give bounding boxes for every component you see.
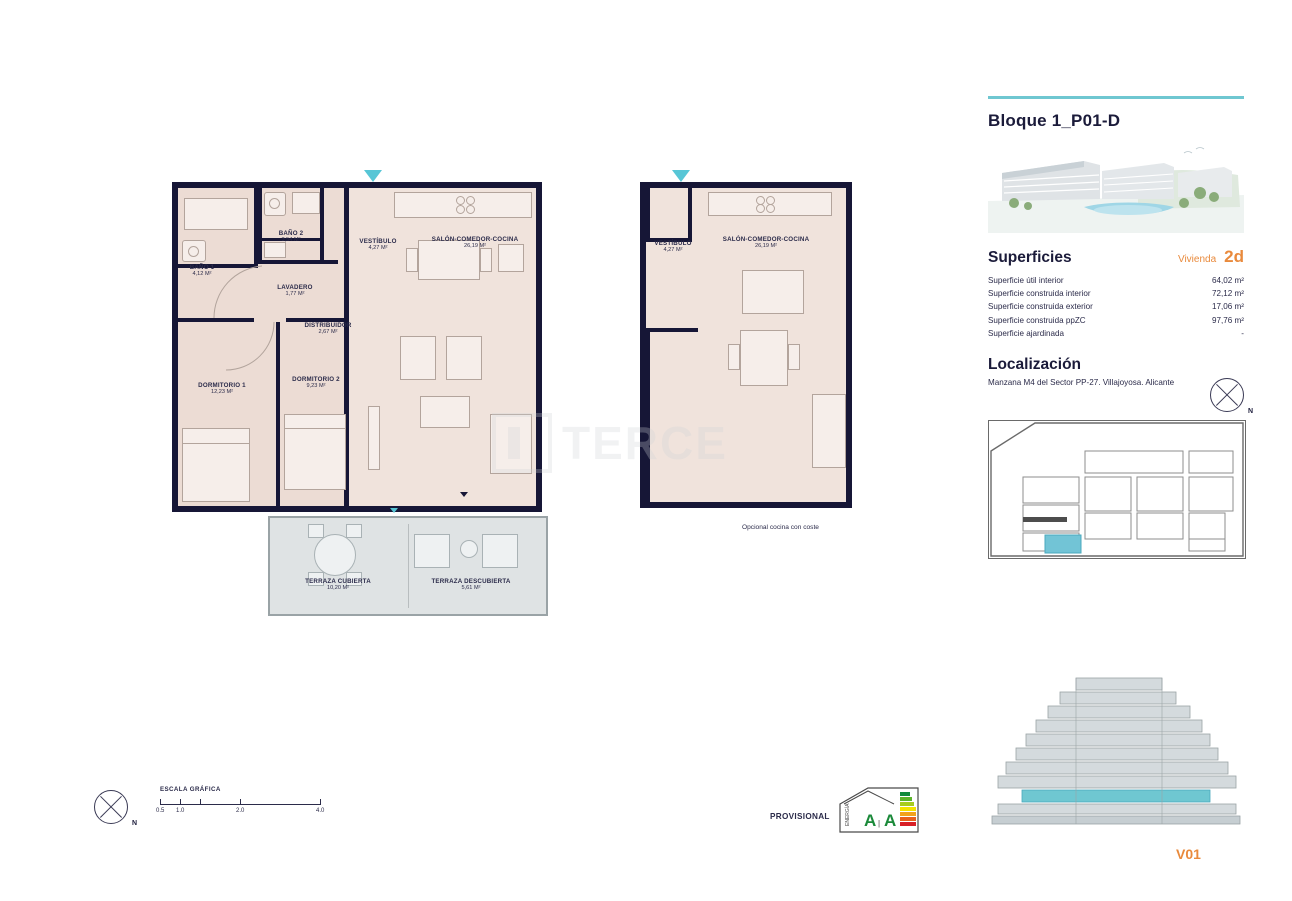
scale-label-1: 1.0 xyxy=(176,808,185,814)
bath2-basin-icon xyxy=(269,198,280,209)
room-label-terraza-cubierta: TERRAZA CUBIERTA 10,20 M² xyxy=(305,578,371,592)
energy-certificate xyxy=(770,786,920,834)
surface-label: Superficie útil interior xyxy=(988,276,1064,286)
terrace-side-table xyxy=(460,540,478,558)
armchair-1-furniture xyxy=(400,336,436,380)
terrace-lounge-1 xyxy=(414,534,450,568)
laundry-machine-furniture xyxy=(264,242,286,258)
surfaces-table xyxy=(988,274,1244,340)
armchair-2-furniture xyxy=(446,336,482,380)
wall-bath2-left xyxy=(258,188,262,264)
scale-label-2: 2.0 xyxy=(236,808,245,814)
svg-text:ENERGÍA: ENERGÍA xyxy=(845,803,851,826)
kitchen-burner-4-icon xyxy=(466,205,475,214)
plan-b-wall-bottom xyxy=(640,502,852,508)
bedroom1-headboard xyxy=(182,428,250,444)
building-render-image xyxy=(988,137,1244,233)
table-row xyxy=(988,300,1244,313)
wall-top xyxy=(172,182,542,188)
terrace-chair-2 xyxy=(346,524,362,538)
location-address: Manzana M4 del Sector PP-27. Villajoyosa. Alicante xyxy=(988,377,1175,387)
wall-lavadero-bottom xyxy=(258,260,338,264)
bedroom2-wardrobe xyxy=(368,406,380,470)
room-label-lavadero: LAVADERO 1,77 M² xyxy=(277,284,313,298)
optional-kitchen-note: Opcional cocina con coste xyxy=(742,524,819,531)
bath1-basin-icon xyxy=(188,246,199,257)
dwelling-value: 2d xyxy=(1224,247,1244,266)
scale-tick-4 xyxy=(320,799,321,805)
surface-label: Superficie construida exterior xyxy=(988,302,1093,312)
room-label-distribuidor: DISTRIBUIDOR 2,67 M² xyxy=(304,322,352,336)
surface-value: 64,02 m² xyxy=(1212,276,1244,286)
plan-a-marker-2 xyxy=(390,508,398,513)
plan-b-chair-left xyxy=(728,344,740,370)
site-plan xyxy=(988,420,1246,559)
plan-b-island-furniture xyxy=(742,270,804,314)
provisional-label: PROVISIONAL xyxy=(770,812,830,821)
building-elevation xyxy=(988,672,1244,832)
plan-b-burner-3-icon xyxy=(756,204,765,213)
room-label-vestibulo: VESTÍBULO 4,27 M² xyxy=(359,238,397,252)
surface-label: Superficie construida ppZC xyxy=(988,315,1086,325)
terrace-divider xyxy=(408,524,409,608)
scale-label-3: 4.0 xyxy=(316,808,325,814)
wall-between-bedrooms xyxy=(276,322,280,512)
surfaces-heading: Superficies xyxy=(988,249,1072,266)
room-label-dormitorio2: DORMITORIO 2 9,23 M² xyxy=(292,376,340,390)
wall-bottom xyxy=(172,506,542,512)
plan-b-wall-top xyxy=(640,182,852,188)
watermark-text: TERCE xyxy=(562,417,728,469)
table-row xyxy=(988,287,1244,300)
terrace-edge-bottom xyxy=(268,614,548,616)
terrace-chair-1 xyxy=(308,524,324,538)
graphic-scale xyxy=(86,780,346,840)
bedroom2-headboard xyxy=(284,414,346,429)
wall-lavadero-right xyxy=(320,188,324,264)
plan-b-entrance-arrow-icon xyxy=(672,170,690,182)
scale-label-0: 0.5 xyxy=(156,808,165,814)
surface-value: 97,76 m² xyxy=(1212,315,1244,325)
panel-top-rule xyxy=(988,96,1244,99)
coffee-table-furniture xyxy=(420,396,470,428)
plan-b-wall-vest2 xyxy=(688,188,692,238)
surface-label: Superficie ajardinada xyxy=(988,328,1065,338)
surfaces-header xyxy=(988,247,1244,267)
room-label-terraza-descubierta: TERRAZA DESCUBIERTA 5,61 M² xyxy=(431,578,511,592)
watermark-logo-icon xyxy=(492,413,552,473)
table-row xyxy=(988,274,1244,287)
terrace-round-table xyxy=(314,534,356,576)
table-row xyxy=(988,314,1244,327)
info-panel xyxy=(988,96,1253,559)
table-row xyxy=(988,327,1244,340)
dining-chair-left xyxy=(406,248,418,272)
page-title: Bloque 1_P01-D xyxy=(988,111,1121,130)
entrance-arrow-icon xyxy=(364,170,382,182)
sheet-version: V01 xyxy=(1176,846,1201,862)
kitchen-burner-1-icon xyxy=(456,196,465,205)
surface-value: - xyxy=(1241,328,1244,338)
scale-tick-1 xyxy=(180,799,181,805)
room-label-bano1: BAÑO 1 4,12 M² xyxy=(189,264,215,278)
scale-title: ESCALA GRÁFICA xyxy=(160,786,221,793)
location-heading: Localización xyxy=(988,355,1082,373)
plan-b-room-label-vestibulo: VESTÍBULO 4,27 M² xyxy=(654,240,692,254)
room-label-dormitorio1: DORMITORIO 1 12,23 M² xyxy=(198,382,246,396)
plan-b-dining-table xyxy=(740,330,788,386)
plan-b-burner-4-icon xyxy=(766,204,775,213)
svg-text:A: A xyxy=(864,811,877,830)
scale-compass-north-label: N xyxy=(131,820,137,827)
room-label-bano2: BAÑO 2 3,54 M² xyxy=(278,230,304,244)
wall-left xyxy=(172,182,178,512)
surface-label: Superficie construida interior xyxy=(988,289,1091,299)
terrace-lounge-2 xyxy=(482,534,518,568)
plan-b-chair-right xyxy=(788,344,800,370)
surface-value: 72,12 m² xyxy=(1212,289,1244,299)
dwelling-type xyxy=(1178,247,1244,267)
bath2-wc-furniture xyxy=(292,192,320,214)
terrace-edge-top xyxy=(268,516,548,518)
energy-house-badge xyxy=(838,786,920,834)
room-label-salon: SALÓN-COMEDOR-COCINA 26,19 M² xyxy=(431,236,519,250)
compass-icon xyxy=(1210,378,1253,415)
scale-tick-0 xyxy=(160,799,161,805)
kitchen-burner-3-icon xyxy=(456,205,465,214)
floor-plan-main xyxy=(168,178,548,623)
compass-north-label: N xyxy=(1247,407,1253,415)
scale-compass-icon xyxy=(94,790,137,827)
surface-value: 17,06 m² xyxy=(1212,302,1244,312)
svg-text:A: A xyxy=(884,811,897,830)
door-swing-bedroom1 xyxy=(224,320,276,372)
elevation-drawing xyxy=(988,672,1244,832)
plan-b-room-label-salon: SALÓN-COMEDOR-COCINA 26,19 M² xyxy=(722,236,810,250)
svg-text:|: | xyxy=(878,819,881,828)
plan-b-wall-right xyxy=(846,182,852,508)
scale-tick-2 xyxy=(200,799,201,805)
plan-b-wall-vest xyxy=(646,188,650,242)
terrace-edge-left xyxy=(268,516,270,616)
render-illustration xyxy=(988,137,1244,233)
plan-b-wall-inner-top xyxy=(650,328,698,332)
watermark xyxy=(492,408,812,478)
plan-b-sofa xyxy=(812,394,846,468)
site-plan-drawing xyxy=(989,421,1245,558)
kitchen-burner-2-icon xyxy=(466,196,475,205)
dining-chair-right xyxy=(480,248,492,272)
scale-tick-3 xyxy=(240,799,241,805)
terrace-edge-right xyxy=(546,516,548,616)
plan-a-marker-1 xyxy=(460,492,468,497)
energy-badge-drawing xyxy=(838,786,920,834)
dwelling-label: Vivienda xyxy=(1177,254,1217,265)
bath1-tub-furniture xyxy=(184,198,248,230)
